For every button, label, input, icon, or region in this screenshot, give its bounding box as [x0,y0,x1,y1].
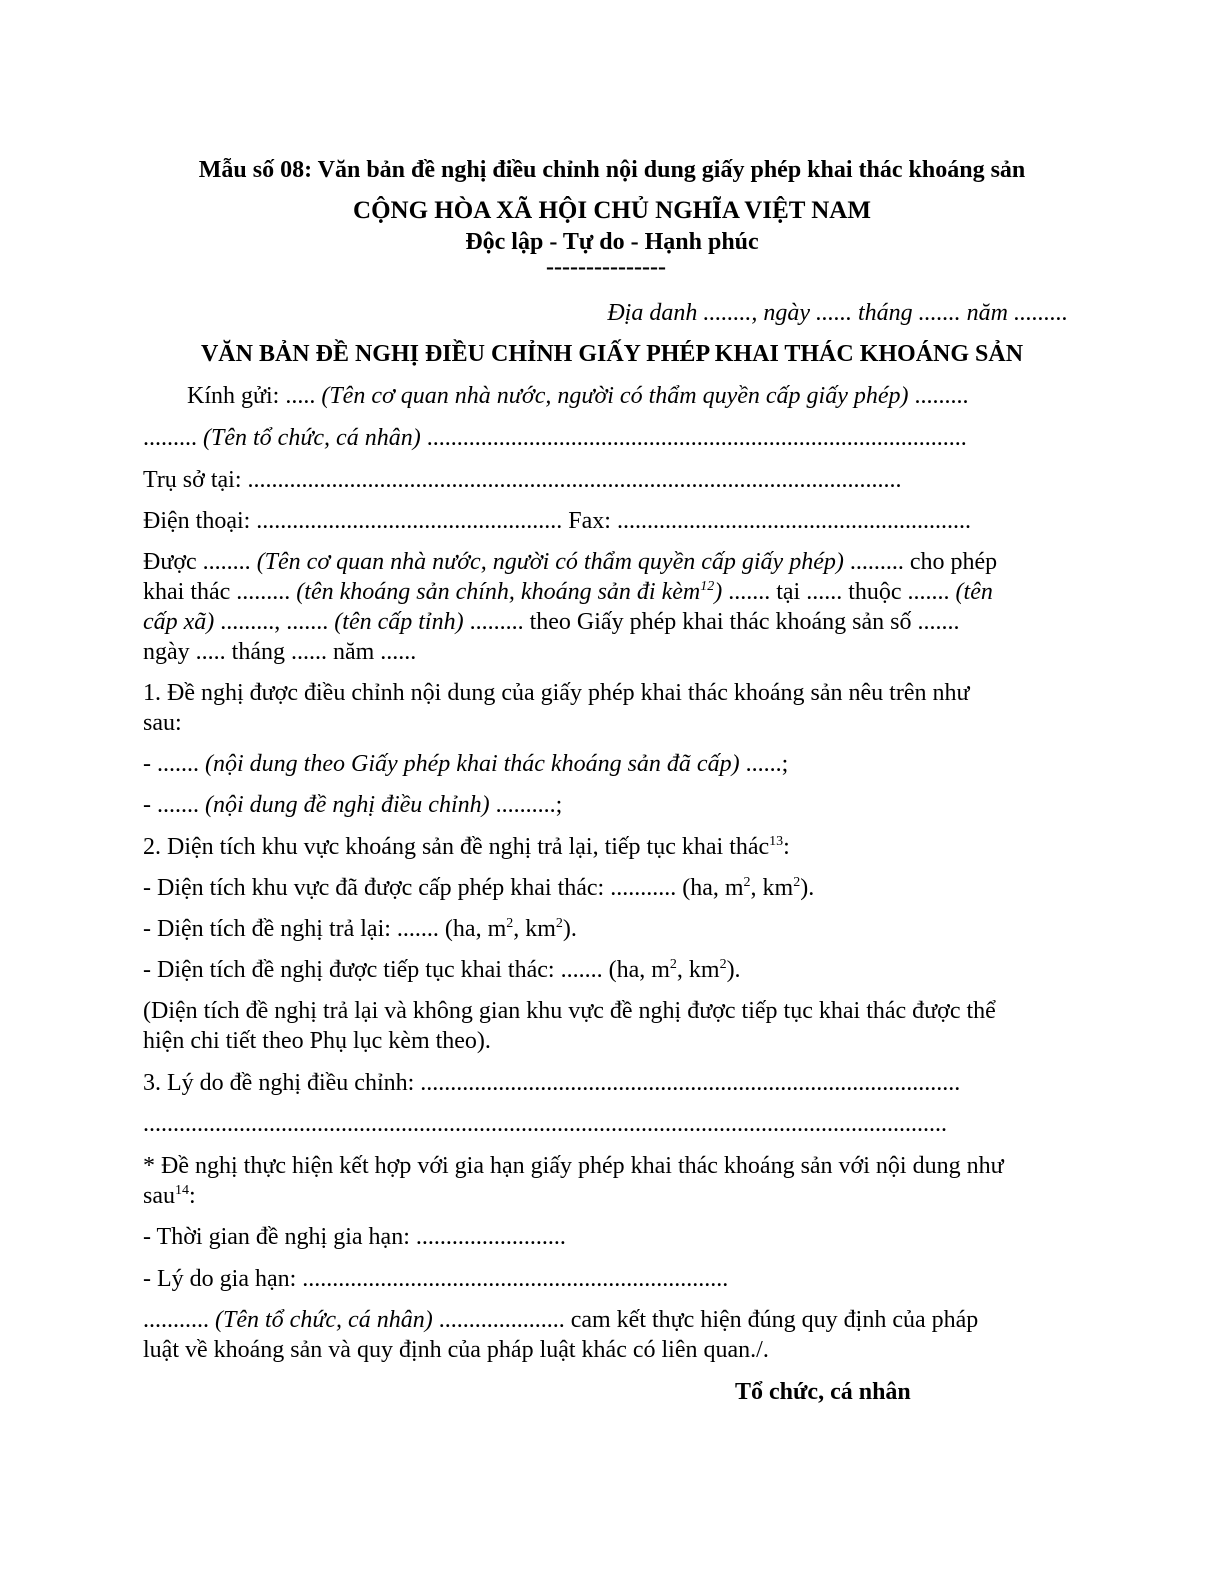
area-text: - Diện tích khu vực đã được cấp phép khai thác: ........... (ha, m [143,875,744,901]
square-superscript: 2 [555,916,563,931]
commitment-line-2: luật về khoáng sản và quy định của pháp luật khác có liên quan./. [143,1337,769,1363]
permit-text: ........., ....... [214,609,335,635]
area-return-line [143,914,577,944]
permit-text: khai thác ......... [143,579,297,605]
footnote-12: 12 [700,579,715,594]
area-note-line-2: hiện chi tiết theo Phụ lục kèm theo). [143,1028,491,1054]
square-superscript: 2 [719,957,727,972]
permit-text: Được ........ [143,549,257,575]
province-name: (tên cấp tỉnh) [334,609,464,635]
square-superscript: 2 [506,916,514,931]
item-suffix: ......; [739,751,789,777]
mineral-name-close: ) [714,579,723,605]
permit-line-3 [143,607,960,637]
item-placeholder: (nội dung theo Giấy phép khai thác khoáng sản đã cấp) [205,751,740,777]
area-unit: , km [676,957,720,983]
permit-authority: (Tên cơ quan nhà nước, người có thẩm quyền cấp giấy phép) [256,549,844,575]
area-end: ). [726,957,741,983]
date-line: Địa danh ........, ngày ...... tháng ....... năm ......... [607,300,1068,326]
item-prefix: - ....... [143,792,205,818]
extension-time-line: - Thời gian đề nghị gia hạn: ......................... [143,1224,566,1250]
commitment-line-1 [143,1305,978,1335]
permit-text: ......... cho phép [843,549,998,575]
area-text: - Diện tích đề nghị trả lại: ....... (ha, m [143,916,507,942]
section-1-line-2: sau: [143,710,182,736]
area-end: ). [800,875,815,901]
country-name: CỘNG HÒA XÃ HỘI CHỦ NGHĨA VIỆT NAM [353,197,871,224]
square-superscript: 2 [669,957,677,972]
recipient-suffix: ......... [908,383,969,409]
commune-name: cấp xã) [143,609,215,635]
area-licensed-line [143,873,814,903]
extension-reason-line: - Lý do gia hạn: ....................................................................... [143,1266,729,1292]
commit-text: ..................... cam kết thực hiện đúng quy định của pháp [432,1307,979,1333]
motto: Độc lập - Tự do - Hạnh phúc [465,229,759,255]
recipient-prefix: Kính gửi: ..... [187,383,322,409]
signature-label: Tổ chức, cá nhân [735,1379,911,1405]
permit-text: ....... tại ...... thuộc ....... [722,579,956,605]
item-placeholder: (nội dung đề nghị điều chỉnh) [205,792,490,818]
phone-fax-line: Điện thoại: ................................................... Fax: ........................................................... [143,508,971,534]
commune-name: (tên [955,579,993,605]
area-continue-line [143,955,741,985]
footnote-14: 14 [175,1183,189,1198]
applicant-suffix: .......................................................................................... [420,425,967,451]
item-suffix: ..........; [489,792,563,818]
section-1-line-1: 1. Đề nghị được điều chỉnh nội dung của giấy phép khai thác khoáng sản nêu trên như [143,680,970,706]
extension-text: sau [143,1183,175,1209]
applicant-prefix: ......... [143,425,203,451]
extension-line-2 [143,1181,196,1211]
permit-line-1 [143,547,997,577]
applicant-name: (Tên tổ chức, cá nhân) [203,425,421,451]
section-2-text: 2. Diện tích khu vực khoáng sản đề nghị trả lại, tiếp tục khai thác [143,834,770,860]
square-superscript: 2 [743,875,751,890]
square-superscript: 2 [793,875,801,890]
document-title: VĂN BẢN ĐỀ NGHỊ ĐIỀU CHỈNH GIẤY PHÉP KHAI THÁC KHOÁNG SẢN [200,341,1024,367]
headquarters-line: Trụ sở tại: ............................................................................................................. [143,467,902,493]
area-unit: , km [513,916,556,942]
section-2-title [143,832,790,862]
recipient-name: (Tên cơ quan nhà nước, người có thẩm quyền cấp giấy phép) [321,383,909,409]
area-end: ). [562,916,577,942]
permit-line-2 [143,577,993,607]
permit-line-4: ngày ..... tháng ...... năm ...... [143,639,417,665]
section-3-line-1: 3. Lý do đề nghị điều chỉnh: .......................................................................................... [143,1070,961,1096]
extension-colon: : [189,1183,196,1209]
section-3-line-2: ...................................................................................................................................... [143,1111,947,1137]
area-unit: , km [750,875,794,901]
header-separator: --------------- [546,254,666,280]
form-title: Mẫu số 08: Văn bản đề nghị điều chỉnh nội dung giấy phép khai thác khoáng sản [198,157,1026,183]
commit-prefix: ........... [143,1307,215,1333]
section-1-item-1 [143,749,788,779]
recipient-line [187,381,969,411]
permit-text: ......... theo Giấy phép khai thác khoáng sản số ....... [463,609,960,635]
section-2-colon: : [783,834,790,860]
footnote-13: 13 [769,834,784,849]
mineral-name: (tên khoáng sản chính, khoáng sản đi kèm [296,579,701,605]
commit-applicant: (Tên tổ chức, cá nhân) [215,1307,433,1333]
extension-line-1: * Đề nghị thực hiện kết hợp với gia hạn giấy phép khai thác khoáng sản với nội dung như [143,1153,1004,1179]
applicant-line [143,423,967,453]
item-prefix: - ....... [143,751,205,777]
area-text: - Diện tích đề nghị được tiếp tục khai thác: ....... (ha, m [143,957,670,983]
section-1-item-2 [143,790,562,820]
area-note-line-1: (Diện tích đề nghị trả lại và không gian khu vực đề nghị được tiếp tục khai thác được thể [143,998,996,1024]
